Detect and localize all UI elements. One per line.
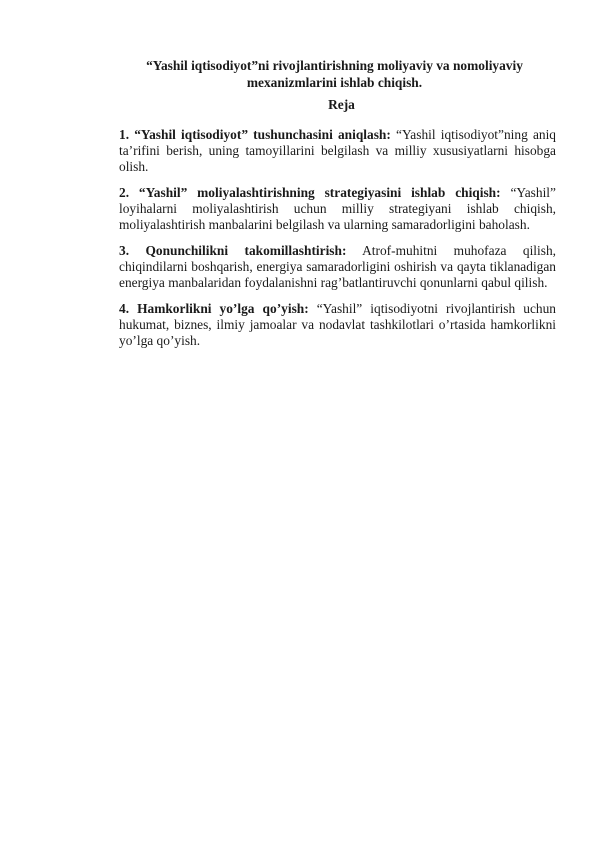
plan-item-label: 3. Qonunchilikni takomillashtirish:: [119, 243, 347, 258]
plan-item-label: 2. “Yashil” moliyalashtirishning strategiyasini ishlab chiqish:: [119, 185, 501, 200]
plan-item-3: [119, 243, 556, 291]
plan-item-text: “Yashil iqtisodiyot”ning aniq ta’rifini berish, uning tamoyillarini belgilash va milliy xususiyatlarni hisobga olish.: [119, 127, 557, 174]
plan-item-text: “Yashil” iqtisodiyotni rivojlantirish uchun hukumat, biznes, ilmiy jamoalar va nodavlat tashkilotlari o’rtasida hamkorlikni yo’lga qo’yish.: [119, 301, 556, 348]
plan-item-1: [119, 127, 556, 175]
document-content: [119, 57, 556, 359]
plan-item-text: Atrof-muhitni muhofaza qilish, chiqindilarni boshqarish, energiya samaradorligini oshirish va qayta tiklanadigan energiya manbalaridan foydalanishni rag’batlantiruvchi qonunlarni qabul qilish.: [119, 243, 556, 290]
plan-heading: Reja: [328, 97, 355, 112]
plan-item-label: 1. “Yashil iqtisodiyot” tushunchasini aniqlash:: [119, 127, 391, 142]
document-title: “Yashil iqtisodiyot”ni rivojlantirishning moliyaviy va nomoliyaviy mexanizmlarini ishlab chiqish.: [146, 58, 523, 90]
plan-item-label: 4. Hamkorlikni yo’lga qo’yish:: [119, 301, 309, 316]
plan-item-4: [119, 301, 556, 349]
plan-item-2: [119, 185, 556, 233]
plan-item-text: “Yashil” loyihalarni moliyalashtirish uchun milliy strategiyani ishlab chiqish, moliyalashtirish manbalarini belgilash va ularning samaradorligini baholash.: [119, 185, 556, 232]
